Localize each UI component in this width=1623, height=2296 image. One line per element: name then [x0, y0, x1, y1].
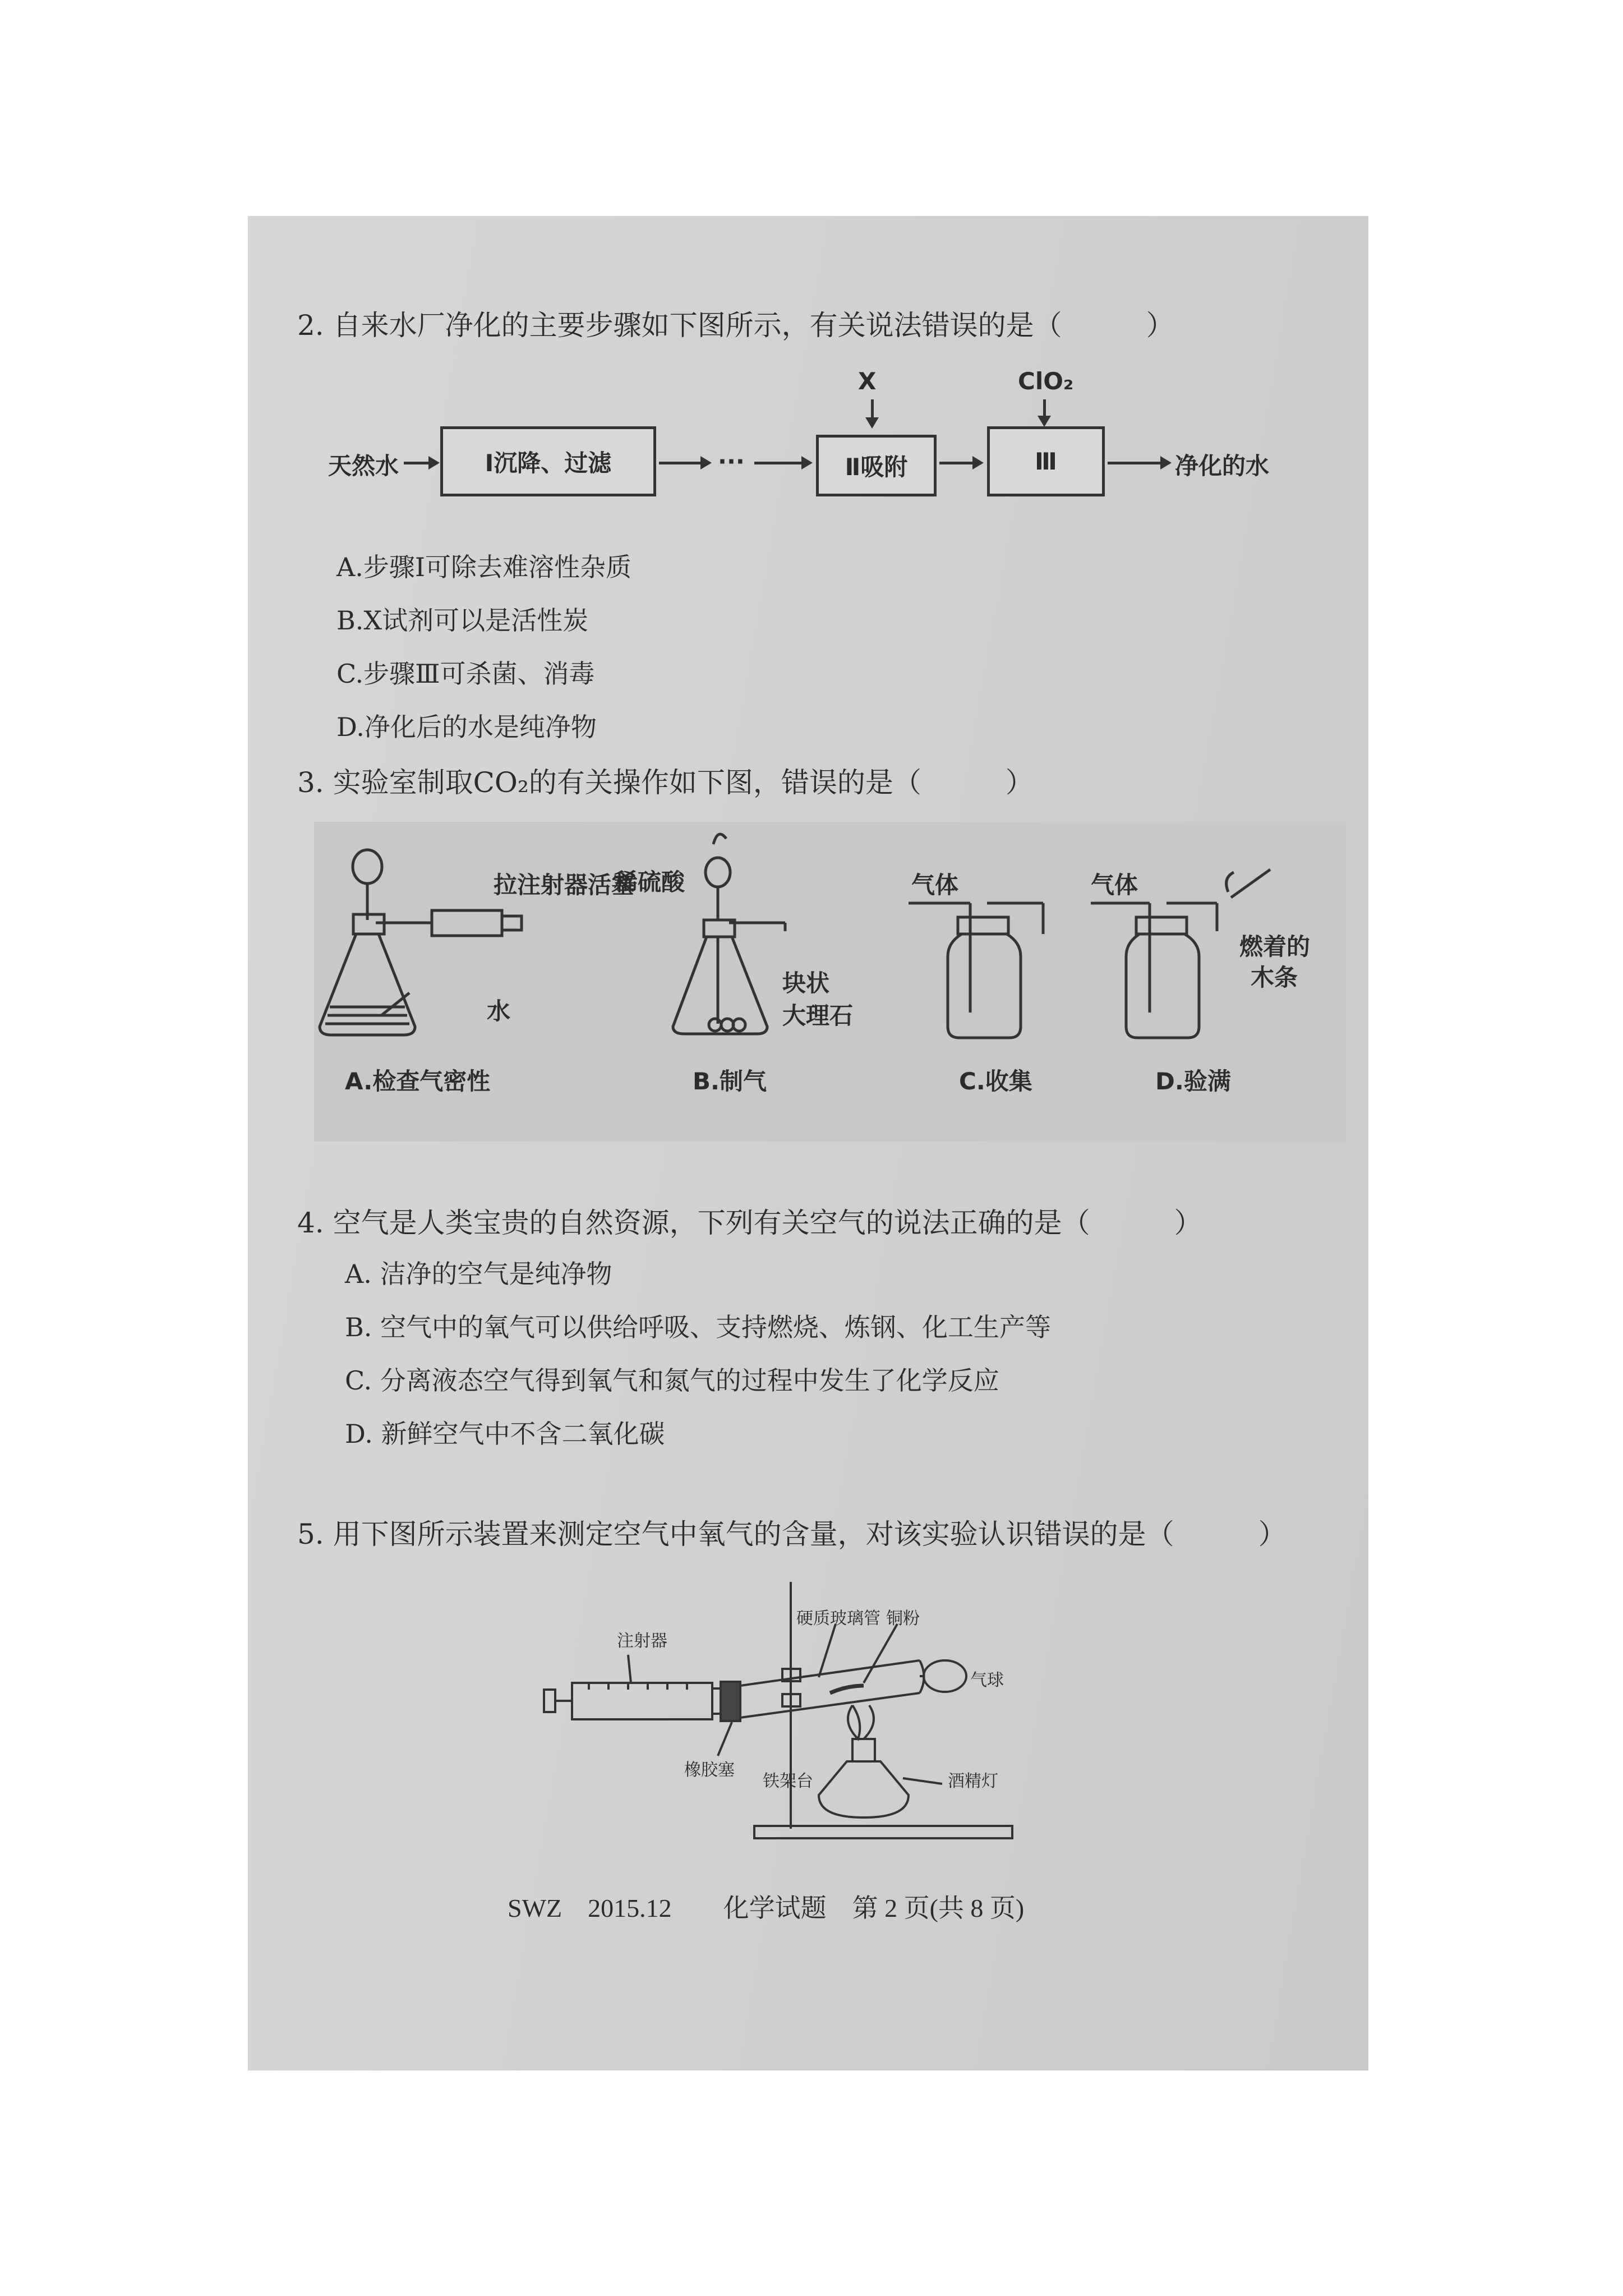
marble-label-b-2: 大理石 [782, 1002, 854, 1029]
flow-dots: ··· [718, 448, 745, 475]
label-syringe: 注射器 [617, 1631, 667, 1651]
q4-option-d: D. 新鲜空气中不含二氧化碳 [345, 1419, 665, 1449]
q4-option-a: A. 洁净的空气是纯净物 [345, 1259, 612, 1289]
flow-arrow [939, 462, 981, 464]
question-4-text: 4. 空气是人类宝贵的自然资源，下列有关空气的说法正确的是（ ） [297, 1207, 1202, 1239]
question-3-text: 3. 实验室制取CO₂的有关操作如下图，错误的是（ ） [297, 766, 1034, 799]
caption-d: D.验满 [1155, 1068, 1231, 1095]
gas-label-d: 气体 [1091, 871, 1138, 899]
q4-option-c: C. 分离液态空气得到氧气和氮气的过程中发生了化学反应 [345, 1365, 999, 1396]
label-lamp: 酒精灯 [948, 1772, 998, 1791]
flow-arrow [659, 462, 709, 464]
flow-step-2: Ⅱ吸附 [816, 435, 937, 496]
q2-option-c: C.步骤Ⅲ可杀菌、消毒 [336, 659, 595, 689]
flow-arrow [754, 462, 810, 464]
label-copper: 铜粉 [886, 1609, 920, 1628]
reagent-x-arrow [871, 399, 874, 426]
bottle-c-drawing [909, 903, 1043, 1038]
flow-step-1: Ⅰ沉降、过滤 [440, 426, 656, 496]
page-footer: SWZ 2015.12 化学试题 第 2 页(共 8 页) [508, 1894, 1025, 1922]
caption-c: C.收集 [959, 1068, 1032, 1095]
marble-label-b-1: 块状 [782, 969, 830, 997]
reagent-x-label: X [858, 367, 877, 395]
flow-arrow [1108, 462, 1169, 464]
label-stand: 铁架台 [763, 1772, 813, 1791]
label-glass-tube: 硬质玻璃管 [796, 1609, 880, 1628]
label-stopper: 橡胶塞 [684, 1760, 735, 1780]
q2-option-a: A.步骤Ⅰ可除去难溶性杂质 [336, 552, 632, 582]
burning-stick-label-1: 燃着的 [1239, 933, 1311, 960]
flow-step-3: Ⅲ [987, 426, 1105, 496]
label-balloon: 气球 [970, 1671, 1004, 1690]
question-2-text: 2. 自来水厂净化的主要步骤如下图所示，有关说法错误的是（ ） [297, 309, 1174, 342]
reagent-clo2-label: ClO₂ [1018, 367, 1074, 395]
flask-b-drawing [673, 834, 785, 1034]
q4-option-b: B. 空气中的氧气可以供给呼吸、支持燃烧、炼钢、化工生产等 [345, 1312, 1052, 1342]
caption-b: B.制气 [693, 1068, 767, 1095]
q2-option-b: B.X试剂可以是活性炭 [336, 605, 589, 636]
flow-output-label: 净化的水 [1175, 452, 1270, 480]
water-label-a: 水 [487, 997, 511, 1025]
question-5-text: 5. 用下图所示装置来测定空气中氧气的含量，对该实验认识错误的是（ ） [297, 1518, 1287, 1550]
q2-option-d: D.净化后的水是纯净物 [336, 712, 597, 742]
acid-label-b: 稀硫酸 [614, 868, 685, 896]
burning-stick-label-2: 木条 [1251, 964, 1298, 991]
syringe-label-a: 拉注射器活塞 [494, 871, 635, 899]
caption-a: A.检查气密性 [345, 1068, 491, 1095]
flow-input-label: 天然水 [328, 452, 399, 480]
flow-arrow [404, 462, 437, 464]
reagent-clo2-arrow [1043, 399, 1046, 425]
gas-label-c: 气体 [911, 871, 959, 899]
